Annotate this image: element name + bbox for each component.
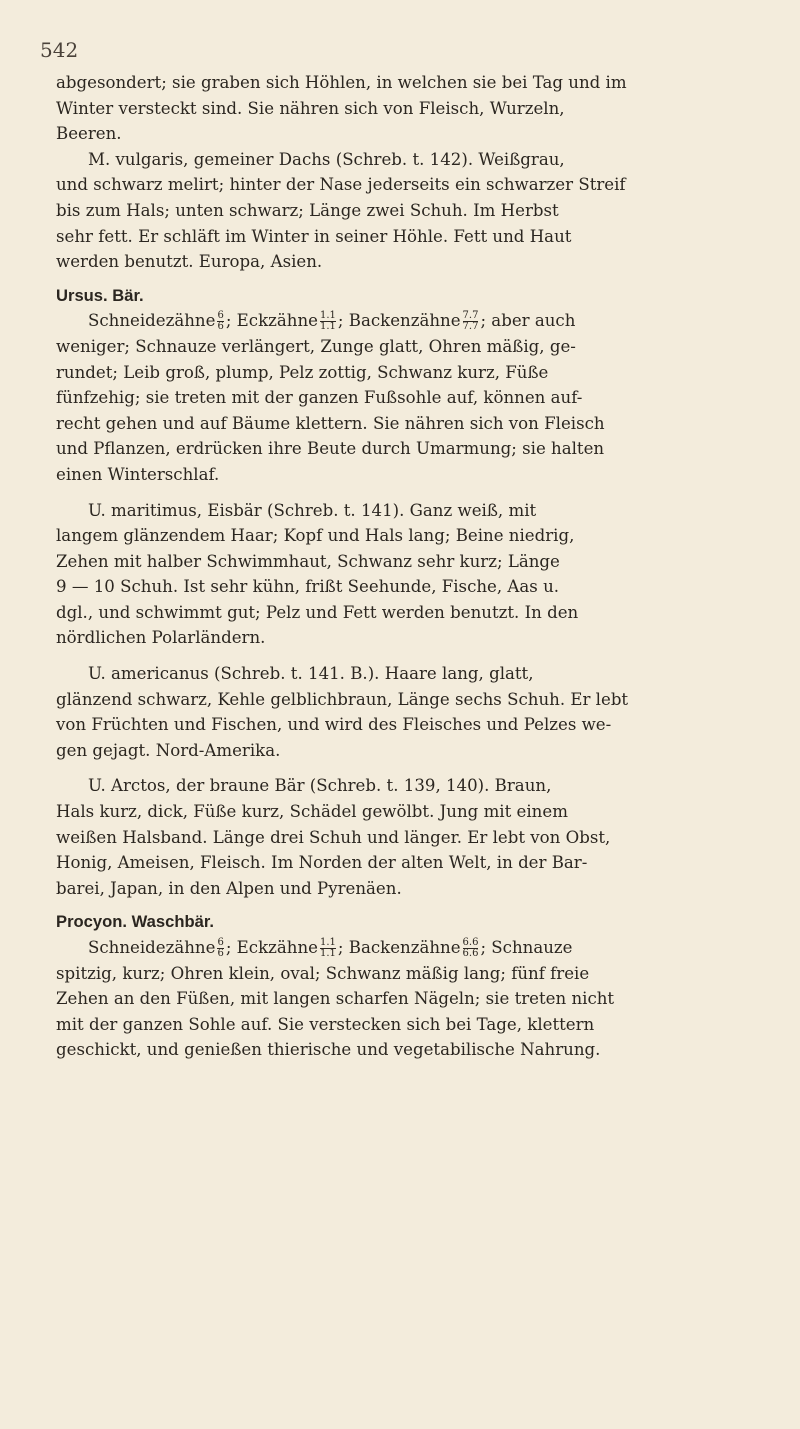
fraction-den: 1.1 bbox=[319, 948, 336, 959]
fraction-num: 1.1 bbox=[319, 310, 336, 322]
fraction-den: 6 bbox=[217, 948, 224, 959]
text-line: 9 — 10 Schuh. Ist sehr kühn, frißt Seehunde, Fische, Aas u. bbox=[56, 577, 560, 597]
fraction-num: 6 bbox=[217, 937, 224, 948]
text-line: Zehen an den Füßen, mit langen scharfen Nägeln; sie treten nicht bbox=[56, 989, 615, 1009]
text-line: von Früchten und Fischen, und wird des Fleisches und Pelzes we- bbox=[56, 715, 612, 735]
text-line: nördlichen Polarländern. bbox=[56, 628, 266, 648]
text-line: und schwarz melirt; hinter der Nase jederseits ein schwarzer Streif bbox=[56, 175, 626, 195]
fraction-num: 7.7 bbox=[462, 310, 479, 322]
text-line: weißen Halsband. Länge drei Schuh und länger. Er lebt von Obst, bbox=[56, 827, 611, 847]
dental-formula-procyon bbox=[56, 935, 744, 961]
teeth-label: ; Schnauze bbox=[480, 938, 573, 957]
text-line: gen gejagt. Nord-Amerika. bbox=[56, 740, 281, 760]
text-line: Zehen mit halber Schwimmhaut, Schwanz sehr kurz; Länge bbox=[56, 551, 560, 571]
text-line: glänzend schwarz, Kehle gelblichbraun, Länge sechs Schuh. Er lebt bbox=[56, 689, 629, 709]
teeth-label: Schneidezähne bbox=[88, 311, 216, 331]
fraction-den: 6 bbox=[217, 321, 224, 333]
genus-heading-ursus: Ursus. Bär. bbox=[56, 285, 144, 305]
teeth-label: ; Eckzähne bbox=[225, 311, 318, 331]
text-line: Honig, Ameisen, Fleisch. Im Norden der alten Welt, in der Bar- bbox=[56, 853, 588, 873]
fraction bbox=[320, 311, 336, 332]
text-line: dgl., und schwimmt gut; Pelz und Fett werden benutzt. In den bbox=[56, 602, 579, 622]
fraction-den: 6.6 bbox=[462, 948, 479, 959]
fraction bbox=[463, 938, 479, 959]
fraction bbox=[217, 311, 223, 332]
text-line: mit der ganzen Sohle auf. Sie verstecken sich bei Tage, klettern bbox=[56, 1014, 595, 1034]
text-line: und Pflanzen, erdrücken ihre Beute durch Umarmung; sie halten bbox=[56, 439, 605, 459]
fraction bbox=[320, 938, 336, 959]
text-line: werden benutzt. Europa, Asien. bbox=[56, 252, 323, 272]
teeth-label: ; Eckzähne bbox=[225, 938, 318, 957]
text-line: fünfzehig; sie treten mit der ganzen Fußsohle auf, können auf- bbox=[56, 388, 583, 408]
text-line: sehr fett. Er schläft im Winter in seiner Höhle. Fett und Haut bbox=[56, 226, 572, 246]
species-entry-meles-vulgaris: M. vulgaris, gemeiner Dachs (Schreb. t. 142). Weißgrau, bbox=[88, 149, 565, 169]
fraction-num: 6.6 bbox=[462, 937, 479, 948]
species-entry-ursus-americanus: U. americanus (Schreb. t. 141. B.). Haare lang, glatt, bbox=[88, 664, 534, 684]
species-entry-ursus-maritimus: U. maritimus, Eisbär (Schreb. t. 141). Ganz weiß, mit bbox=[88, 500, 537, 520]
fraction-den: 7.7 bbox=[462, 321, 479, 333]
teeth-label: ; aber auch bbox=[480, 311, 576, 331]
text-line: Winter versteckt sind. Sie nähren sich von Fleisch, Wurzeln, bbox=[56, 98, 565, 118]
fraction-num: 6 bbox=[217, 310, 224, 322]
genus-heading-procyon: Procyon. Waschbär. bbox=[56, 912, 214, 932]
text-line: langem glänzendem Haar; Kopf und Hals lang; Beine niedrig, bbox=[56, 526, 575, 546]
text-line: Beeren. bbox=[56, 124, 122, 144]
fraction-den: 1.1 bbox=[319, 321, 336, 333]
teeth-label: Schneidezähne bbox=[88, 938, 216, 957]
species-entry-ursus-arctos: U. Arctos, der braune Bär (Schreb. t. 139, 140). Braun, bbox=[88, 776, 552, 796]
text-line: barei, Japan, in den Alpen und Pyrenäen. bbox=[56, 878, 402, 898]
text-line: Hals kurz, dick, Füße kurz, Schädel gewölbt. Jung mit einem bbox=[56, 802, 568, 822]
teeth-label: ; Backenzähne bbox=[337, 938, 461, 957]
teeth-label: ; Backenzähne bbox=[337, 311, 461, 331]
text-line: rundet; Leib groß, plump, Pelz zottig, Schwanz kurz, Füße bbox=[56, 362, 549, 382]
text-line: einen Winterschlaf. bbox=[56, 464, 220, 484]
text-line: spitzig, kurz; Ohren klein, oval; Schwanz mäßig lang; fünf freie bbox=[56, 963, 590, 983]
text-line: geschickt, und genießen thierische und vegetabilische Nahrung. bbox=[56, 1040, 601, 1060]
fraction bbox=[217, 938, 223, 959]
page-number: 542 bbox=[40, 38, 79, 62]
text-line: bis zum Hals; unten schwarz; Länge zwei Schuh. Im Herbst bbox=[56, 200, 559, 220]
text-line: abgesondert; sie graben sich Höhlen, in welchen sie bei Tag und im bbox=[56, 73, 627, 92]
text-line: recht gehen und auf Bäume klettern. Sie nähren sich von Fleisch bbox=[56, 413, 605, 433]
fraction bbox=[463, 311, 479, 332]
text-line: weniger; Schnauze verlängert, Zunge glatt, Ohren mäßig, ge- bbox=[56, 336, 576, 356]
fraction-num: 1.1 bbox=[319, 937, 336, 948]
dental-formula-ursus bbox=[56, 308, 744, 334]
